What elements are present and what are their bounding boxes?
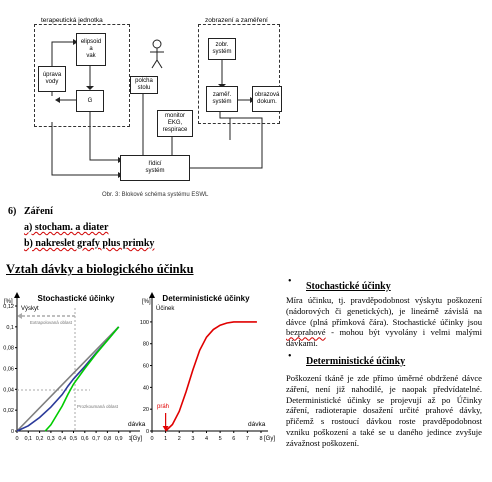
stochastic-y-tick-label: 0,08 (3, 345, 14, 352)
section-item-b (24, 238, 154, 249)
stochastic-y-tick-label: 0,04 (3, 387, 14, 394)
stochastic-ylabel: Výskyt (21, 306, 39, 312)
deterministic-ylabel: Účinek (156, 306, 175, 312)
stochastic-x-tick-label: 0,8 (103, 436, 112, 442)
ellipsoid-box: elipsoid a vak (76, 33, 106, 66)
stochastic-x-tick-label: 0,5 (69, 436, 78, 442)
stochastic-y-tick-label: 0 (10, 429, 14, 435)
deterministic-y-arrow (149, 292, 155, 298)
imaging-group-label: zobrazení a zaměření (205, 17, 268, 24)
deterministic-x-tick-label: 8 (259, 436, 263, 442)
deterministic-x-tick-label: 3 (191, 436, 195, 442)
deterministic-x-tick-label: 6 (232, 436, 236, 442)
deterministic-y-tick-label: 80 (142, 341, 149, 348)
stochastic-text-wavy: bezprahové (286, 327, 326, 338)
deterministic-y-tick-label: 20 (142, 407, 149, 414)
stochastic-x-tick-label: 0,2 (35, 436, 44, 442)
page-heading: Vztah dávky a biologického účinku (6, 262, 194, 276)
stochastic-paragraph (286, 295, 482, 349)
bullet-dot-2: • (288, 350, 292, 362)
section-item-a-text: a) stocham. a diater (24, 222, 109, 233)
stochastic-unit: [%] (4, 299, 13, 305)
stochastic-lines (17, 327, 119, 431)
deterministic-x-tick-label: 2 (177, 436, 181, 442)
dose-effect-charts (0, 278, 280, 448)
aiming-system-box: zaměř. systém (206, 86, 238, 112)
deterministic-x-tick-label: 4 (204, 436, 209, 442)
person-icon (150, 40, 164, 68)
imaging-system-box: zobr. systém (208, 38, 236, 60)
deterministic-title: Deterministické účinky (162, 294, 250, 303)
deterministic-series-line (166, 322, 257, 431)
region-upper-label: Extrapolovaná oblast (30, 320, 73, 325)
stochastic-x-tick-label: 0,4 (58, 436, 67, 442)
deterministic-unit: [%] (142, 299, 151, 305)
stochastic-x-tick-label: 1 (128, 436, 132, 442)
generator-box: G (76, 90, 104, 112)
stochastic-y-tick-label: 0,02 (3, 408, 14, 415)
right-column (286, 276, 482, 449)
deterministic-xunit: [Gy] (264, 436, 276, 442)
stochastic-x-tick-label: 0,7 (92, 436, 100, 442)
deterministic-paragraph: Poškození tkáně je zde přímo úměrné obdržené dávce záření, není již nahodilé, je naopak předvídatelné. Deterministické účinky se projevují až po Účinky záření, radioterapie dosažení určité prahové dávky, přičemž s rostoucí dávkou roste pravděpodobnost vzniku poškození a také se u daného jedince zvyšuje závažnost poškození. (286, 372, 482, 448)
stochastic-xlabel: dávka (128, 421, 146, 428)
stochastic-y-tick-label: 0,1 (6, 324, 14, 331)
stochastic-x-tick-label: 0,9 (114, 436, 123, 442)
deterministic-x-tick-label: 7 (245, 436, 249, 442)
deterministic-chart (140, 292, 276, 442)
section-number: 6) (8, 206, 17, 217)
deterministic-x-tick-label: 5 (218, 436, 222, 442)
deterministic-y-tick-label: 0 (145, 429, 149, 435)
diagram-caption: Obr. 3: Blokové schéma systému ESWL (102, 192, 209, 198)
documentation-box: obrazová dokum. (252, 86, 282, 112)
deterministic-xlabel: dávka (248, 421, 266, 428)
stochastic-text-2: - mohou být vyvolány i velmi malými dávkami. (286, 327, 482, 349)
deterministic-y-tick-label: 60 (142, 363, 149, 370)
stochastic-y-tick-label: 0,12 (3, 304, 14, 310)
stochastic-y-tick-label: 0,06 (3, 366, 14, 373)
stochastic-bullet-title: Stochastické účinky (306, 281, 391, 292)
stochastic-y-arrow (14, 292, 20, 298)
deterministic-bullet (286, 351, 482, 369)
stochastic-chart (3, 292, 145, 442)
deterministic-lines (163, 322, 257, 431)
threshold-label: práh (157, 404, 170, 410)
stochastic-x-tick-label: 0 (15, 436, 19, 442)
deterministic-y-tick-label: 40 (142, 385, 149, 392)
section-item-a (24, 222, 108, 233)
deterministic-ticks (140, 320, 263, 442)
therapeutic-group-label: terapeutická jednotka (41, 17, 103, 24)
bullet-dot: • (288, 276, 292, 287)
stochastic-series-line (17, 327, 119, 431)
stochastic-x-tick-label: 0,3 (47, 436, 55, 442)
stochastic-series-line (45, 327, 118, 431)
deterministic-x-tick-label: 0 (150, 436, 154, 442)
monitor-box: monitor EKG, respirace (157, 110, 193, 137)
stochastic-xunit: [Gy] (131, 436, 143, 442)
deterministic-x-tick-label: 1 (164, 436, 168, 442)
stochastic-bullet (286, 276, 482, 294)
stochastic-title: Stochastické účinky (37, 294, 115, 303)
block-diagram (0, 0, 492, 205)
section-item-b-text: b) nakreslet grafy plus primky (24, 238, 155, 249)
region-lower-label: Prozkoumaná oblast (77, 404, 119, 409)
control-system-box: řídicí systém (120, 155, 190, 181)
deterministic-bullet-title: Deterministické účinky (306, 355, 406, 367)
deterministic-y-tick-label: 100 (139, 319, 149, 326)
stochastic-x-tick-label: 0,6 (80, 436, 89, 442)
table-position-box: polcha stolu (130, 76, 158, 94)
stochastic-x-tick-label: 0,1 (24, 436, 33, 442)
section-title: Záření (24, 206, 53, 217)
stochastic-text-1: Míra účinku, tj. pravděpodobnost výskytu poškození (nádorových či genetických), je lineárně závislá na dávce (plná přímková čára). Stochastické účinky jsou (286, 295, 482, 327)
water-treatment-box: úprava vody (38, 66, 66, 92)
